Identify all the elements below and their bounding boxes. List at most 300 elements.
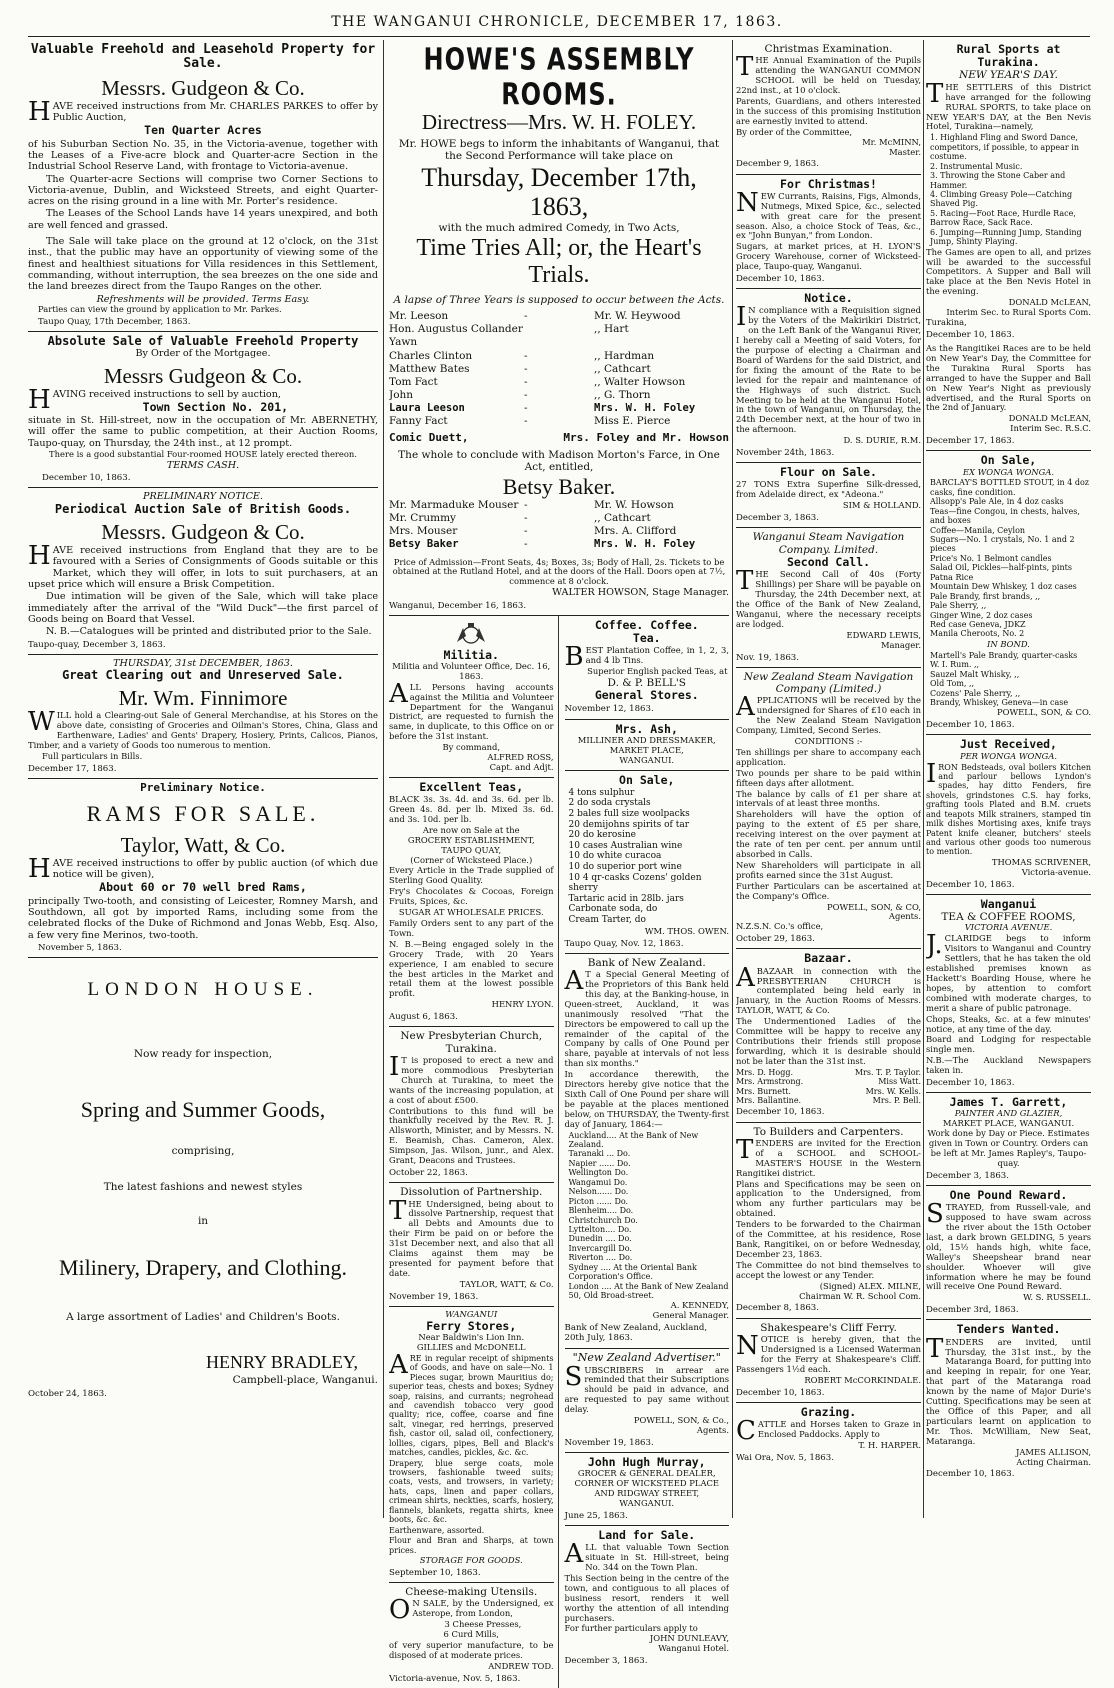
ad-date-line: Thursday, December 17th, 1863, bbox=[421, 162, 697, 222]
committee-member: Mrs. T. P. Taylor. bbox=[854, 1067, 921, 1077]
ad-name: EDWARD LEWIS, bbox=[846, 629, 921, 640]
ad-pretitle: THURSDAY, 31st DECEMBER, 1863. bbox=[113, 657, 293, 669]
cast-role: Fanny Fact bbox=[389, 415, 448, 428]
ad-name: WM. THOS. OWEN. bbox=[644, 925, 729, 936]
cast-actor: ,, Cathcart bbox=[594, 362, 651, 375]
ad-text: WANGANUI. bbox=[619, 754, 675, 765]
committee-member: Mrs. P. Bell. bbox=[872, 1096, 921, 1105]
list-item: Riverton .... Do. bbox=[568, 1253, 633, 1263]
ad-text: J.CLARIDGE begs to inform Visitors to Wanganui and Country Settlers, that he has taken the old established premises known as Hackett's Boarding House, where he hopes, by attention to comfort combined with moderate charges, to merit a share of public patronage. bbox=[926, 930, 1091, 1013]
ad-text: This Section being in the centre of the town, and contiguous to all places of business resort, renders it well worthy the attention of all intending purchasers. bbox=[564, 1572, 729, 1623]
ad-bank-nz bbox=[565, 954, 730, 1349]
list-item: Pale Brandy, first brands, ,, bbox=[930, 591, 1041, 601]
ad-date: December 10, 1863. bbox=[42, 473, 131, 484]
ad-rural-sports bbox=[926, 40, 1091, 451]
ad-text: MILLINER AND DRESSMAKER, bbox=[577, 734, 716, 745]
ad-date: December 3, 1863. bbox=[926, 1170, 1009, 1181]
ad-text: Near Baldwin's Lion Inn. bbox=[418, 1331, 525, 1342]
ad-cliff-ferry bbox=[736, 1319, 921, 1403]
ad-text: BEST Plantation Coffee, in 1, 2, 3, and 4 lb Tins. bbox=[564, 642, 729, 673]
ad-british-goods bbox=[28, 488, 378, 654]
ad-text: N.B.—The Auckland Newspapers taken in. bbox=[926, 1055, 1091, 1076]
ad-title: Wanganui bbox=[980, 896, 1037, 911]
ad-text: Fry's Chocolates & Cocoas, Foreign Fruits, Spices, &c. bbox=[389, 886, 554, 907]
list-item: Invercargill Do. bbox=[568, 1243, 632, 1253]
bond-list bbox=[930, 651, 1091, 708]
ad-name: DONALD McLEAN, bbox=[1008, 413, 1091, 424]
list-item: 3. Throwing the Stone Caber and Hammer. bbox=[930, 171, 1066, 190]
ad-date: December 3rd, 1863. bbox=[926, 1305, 1019, 1316]
ad-text: As the Rangitikei Races are to be held on New Year's Day, the Committee for the Turakina Rural Sports has arranged to have the Supper and Ball on New Year's Night as previously advertised, and the Rural Sports on the 2nd of January. bbox=[926, 342, 1091, 413]
ad-notice bbox=[736, 289, 921, 463]
ad-text: TENDERS are invited, until Thursday, the 31st inst., by the Mataranga Board, for putting into and keeping in repair, for one Year, that part of the Mataranga road known by the name of Major Durie's Cutting. Specifications may be seen at the Office of this Paper, and all particulars learnt on application to Mr. Thos. McWilliam, New Seat, Mataranga. bbox=[926, 1333, 1091, 1446]
ad-subtitle: Town Section No. 201, bbox=[142, 399, 289, 414]
ad-firm: Messrs Gudgeon & Co. bbox=[103, 363, 303, 388]
ad-nz-advertiser bbox=[565, 1349, 730, 1453]
list-item: Sugars—No. 1 crystals, No. 1 and 2 pieces bbox=[930, 535, 1075, 554]
ad-title: HOWE'S ASSEMBLY ROOMS. bbox=[423, 41, 695, 113]
ad-place: Wanganui Hotel. bbox=[658, 1643, 729, 1654]
ad-grazing bbox=[736, 1403, 921, 1467]
ad-text: Further Particulars can be ascertained at the Company's Office. bbox=[736, 880, 921, 901]
ad-garrett bbox=[926, 1093, 1091, 1186]
ad-tea-coffee-rooms bbox=[926, 895, 1091, 1093]
ad-ferry-stores bbox=[389, 1307, 554, 1583]
ad-title: Mrs. Ash, bbox=[615, 721, 678, 736]
cast-dash: - bbox=[524, 538, 528, 551]
cast-actor: Mr. W. Heywood bbox=[594, 310, 681, 323]
list-item: 1. Highland Fling and Sword Dance, competitors, if possible, to appear in costume. bbox=[930, 133, 1079, 162]
ad-text: The Committee do not bind themselves to accept the lowest or any Tender. bbox=[736, 1259, 921, 1280]
ad-bazaar bbox=[736, 949, 921, 1122]
committee-row bbox=[736, 1077, 921, 1086]
list-item: Teas—fine Congou, in chests, halves, and boxes bbox=[930, 506, 1080, 526]
ad-title: Ferry Stores, bbox=[426, 1318, 517, 1333]
list-item: Price's No. 1 Belmont candles bbox=[930, 553, 1052, 563]
duet-performers: Mrs. Foley and Mr. Howson bbox=[563, 431, 729, 445]
list-item: Coffee—Manila, Ceylon bbox=[930, 525, 1026, 535]
ad-text: Tenders to be forwarded to the Chairman of the Committee, at his residence, Rose Bank, Rangitikei, on or before Wednesday, December 23, 1863. bbox=[736, 1219, 921, 1259]
ad-date: November 12, 1863. bbox=[564, 704, 654, 715]
list-item: 2 do soda crystals bbox=[568, 798, 651, 809]
cast-actor: ,, G. Thorn bbox=[594, 388, 651, 401]
committee-member: Miss Watt. bbox=[878, 1077, 921, 1087]
cast-actor: Mr. W. Howson bbox=[594, 499, 674, 512]
committee-list bbox=[736, 1068, 921, 1106]
ad-name: POWELL, SON, & Co., bbox=[633, 1415, 729, 1426]
ad-title: Shakespeare's Cliff Ferry. bbox=[760, 1321, 897, 1334]
ad-date: December 3, 1863. bbox=[564, 1656, 648, 1667]
ad-by: By command, bbox=[442, 742, 501, 753]
ad-text: APPLICATIONS will be received by the undersigned for Shares of £10 each in the New Zealand Steam Navigation Company, Limited, Second Series. bbox=[736, 692, 921, 736]
ad-absolute-sale bbox=[28, 332, 378, 488]
list-item: 4. Climbing Greasy Pole—Catching Shaved Pig. bbox=[930, 189, 1073, 209]
ad-title: Land for Sale. bbox=[598, 1528, 696, 1543]
ad-subtitle: NEW YEAR'S DAY. bbox=[959, 69, 1058, 82]
ad-subtitle: About 60 or 70 well bred Rams, bbox=[99, 880, 307, 895]
cast-actor: ,, Walter Howson bbox=[594, 375, 686, 388]
ad-for-christmas bbox=[736, 175, 921, 290]
ad-date: June 25, 1863. bbox=[564, 1510, 628, 1521]
ad-name: Mr. McMINN, bbox=[862, 136, 921, 147]
ad-terms: TERMS CASH. bbox=[166, 460, 240, 472]
list-item: Lyttelton.... Do. bbox=[568, 1224, 632, 1234]
ad-text: 6 Curd Mills, bbox=[443, 1629, 499, 1640]
ad-text: Plans and Specifications may be seen on application to the Undersigned, from whom any further particulars may be obtained. bbox=[736, 1178, 921, 1219]
list-item: 20 demijohns spirits of tar bbox=[568, 819, 690, 830]
cast-role: Tom Fact bbox=[389, 375, 438, 388]
ad-text: THE Undersigned, being about to dissolve Partnership, request that all Debts and Amounts due to their Firm be paid on or before the 31st December next, and also that all Claims against them may be presented for payment before that date. bbox=[389, 1195, 554, 1278]
committee-row bbox=[736, 1087, 921, 1096]
ad-text: 27 TONS Extra Superfine Silk-dressed, from Adelaide direct, ex "Adeona." bbox=[736, 479, 921, 500]
column-4 bbox=[926, 40, 1091, 1484]
ad-name: A. KENNEDY, bbox=[670, 1300, 729, 1311]
duet-label: Comic Duett, bbox=[389, 431, 469, 445]
ad-text: Mr. HOWE begs to inform the inhabitants of Wanganui, that the Second Performance will take place on bbox=[398, 137, 720, 163]
list-item: 2 bales full size woolpacks bbox=[568, 808, 690, 819]
ad-firm: Taylor, Watt, & Co. bbox=[120, 832, 286, 857]
list-item: 5. Racing—Foot Race, Hurdle Race, Barrow Race, Sack Race. bbox=[930, 208, 1076, 228]
ad-subtitle: PAINTER AND GLAZIER, bbox=[954, 1108, 1063, 1119]
list-item: London .... At the Bank of New Zealand 50, Old Broad-street. bbox=[568, 1281, 729, 1301]
ad-text: Due intimation will be given of the Sale, which will take place immediately after the arrival of the "Wild Duck"—the first parcel of Goods being on Board that Vessel. bbox=[28, 591, 378, 625]
list-item: Mountain Dew Whiskey, 1 doz cases bbox=[930, 582, 1077, 592]
ad-title: Absolute Sale of Valuable Freehold Property bbox=[47, 334, 359, 348]
ad-title: Bazaar. bbox=[804, 951, 853, 966]
ad-place: Victoria-avenue. bbox=[1021, 866, 1091, 877]
cast-dash: - bbox=[524, 388, 528, 401]
ad-title: Coffee. Coffee. bbox=[594, 617, 699, 632]
ad-title: RAMS FOR SALE. bbox=[86, 800, 320, 826]
cast-actor: Mrs. W. H. Foley bbox=[594, 538, 696, 551]
cast-role: Mrs. Mouser bbox=[389, 525, 458, 538]
ad-date: November 24th, 1863. bbox=[736, 448, 835, 459]
ad-text: N. B.—Being engaged solely in the Grocery Trade, with 20 Years experience, I am enabled to secure the best articles in the Market and retail them at the lowest possible profit. bbox=[389, 938, 554, 999]
ad-text: New Shareholders will participate in all profits earned since the 31st August. bbox=[736, 859, 921, 880]
ad-text: in bbox=[197, 1215, 209, 1228]
ad-date: December 8, 1863. bbox=[736, 1303, 819, 1314]
committee-member: Mrs. Burnett. bbox=[736, 1086, 791, 1096]
committee-member: Mrs. D. Hogg. bbox=[736, 1067, 793, 1077]
list-item: 2. Instrumental Music. bbox=[930, 161, 1023, 171]
ad-text: BLACK 3s. 3s. 4d. and 3s. 6d. per lb. Green 4s. 8d. per lb. Mixed 3s. 6d. and 3s. 10d. per lb. bbox=[389, 794, 554, 824]
ad-text: N. B.—Catalogues will be printed and distributed prior to the Sale. bbox=[46, 626, 372, 638]
ad-builders bbox=[736, 1123, 921, 1319]
list-item: Allsopp's Pale Ale, in 4 doz casks bbox=[930, 497, 1064, 507]
ad-title: Notice. bbox=[804, 291, 853, 306]
ad-text: CONDITIONS :- bbox=[794, 736, 863, 747]
ad-text: Superior English packed Teas, at bbox=[587, 665, 728, 676]
ad-text: Family Orders sent to any part of the Town. bbox=[389, 918, 554, 938]
ad-clearing-sale bbox=[28, 655, 378, 779]
ad-title: Great Clearing out and Unreserved Sale. bbox=[62, 668, 344, 683]
ad-name: HENRY BRADLEY, bbox=[205, 1352, 358, 1373]
list-item: Napier ...... Do. bbox=[568, 1158, 631, 1168]
ad-text: The Quarter-acre Sections will comprise two Corner Sections to Victoria-avenue, Dublin, and Wicksteed Streets, and eight Quarter-acres on the rising ground in a line with Mr. Porter's residence. bbox=[28, 173, 378, 208]
ad-name: DONALD McLEAN, bbox=[1008, 297, 1091, 308]
ad-text: NOTICE is hereby given, that the Undersigned is a Licensed Waterman for the Ferry at Shakespeare's Cliff. Passengers 1½d each. bbox=[736, 1330, 921, 1374]
ad-text: ARE in regular receipt of shipments of Goods, and have on sale—No. 1 Pieces sugar, brown Mauritius do; superior teas, chests and boxes; Sydney soap, raisins, and currants; negrohead and cavendish tobacco very good quality; rice, coffee, coarse and fine salt, vinegar, red herrings, preserved fish, castor oil, salad oil, confectionery, lollies, cigars, pipes, Bell and Black's matches, candles, pickles, &c. &c. bbox=[389, 1349, 554, 1458]
cast-actor: ,, Cathcart bbox=[594, 512, 651, 525]
ad-excellent-teas bbox=[389, 778, 554, 1027]
sale-list bbox=[569, 788, 730, 926]
ad-title: Tea. bbox=[632, 630, 661, 645]
column-2 bbox=[389, 40, 729, 1688]
ad-subtitle: PER WONGA WONGA. bbox=[959, 750, 1058, 761]
ad-name: SIM & HOLLAND. bbox=[842, 500, 921, 511]
ad-firm: GILLIES and McDONELL bbox=[416, 1341, 526, 1352]
ad-name: D. S. DURIE, R.M. bbox=[843, 435, 921, 446]
column-2-right bbox=[565, 616, 730, 1688]
ad-rank: Interim Sec. R.S.C. bbox=[1010, 423, 1091, 434]
list-item: Taranaki ... Do. bbox=[568, 1149, 631, 1159]
ad-text: The Games are open to all, and prizes will be awarded to the successful Competitors. A Supper and Ball will take place at the Ben Nevis Hotel in the evening. bbox=[926, 246, 1091, 297]
ad-name: (Signed) ALEX. MILNE, bbox=[819, 1280, 921, 1291]
ad-text: THE Second Call of 40s (Forty Shillings) per Share will be payable on Thursday, the 24th December next, at the Office of the Bank of New Zealand, Wanganui, where the necessary receipts are lodged. bbox=[736, 566, 921, 629]
committee-member: Mrs. W. Kells. bbox=[865, 1086, 921, 1096]
ad-text: HAVE received instructions from England that they are to be favoured with a Series of Consignments of Goods suitable or this Market, which they will offer, in lots to suit purchasers, at an upset price which will ensure a Brisk Competition. bbox=[28, 541, 378, 591]
ad-text: CORNER OF WICKSTEED PLACE AND RIDGWAY STREET, bbox=[574, 1478, 720, 1499]
list-item: Brandy, Whiskey, Geneva—in case bbox=[930, 697, 1069, 707]
cast-role: Mr. Marmaduke Mouser bbox=[389, 499, 519, 512]
ad-date: December 10, 1863. bbox=[926, 720, 1015, 731]
cast-actor: Mrs. W. H. Foley bbox=[594, 402, 696, 415]
column-divider bbox=[732, 40, 733, 1518]
ad-text: THE SETTLERS of this District have arranged for the following RURAL SPORTS, to take place on NEW YEAR'S DAY, at the Ben Nevis Hotel, Turakina—namely, bbox=[926, 78, 1091, 132]
ad-name: JOHN DUNLEAVY, bbox=[649, 1633, 729, 1644]
ad-title: Flour on Sale. bbox=[780, 465, 877, 480]
ad-john-murray bbox=[565, 1453, 730, 1526]
list-item: Martell's Pale Brandy, quarter-casks bbox=[930, 650, 1078, 660]
ad-firm: Mr. Wm. Finnimore bbox=[118, 686, 288, 711]
cast-role: Betsy Baker bbox=[389, 538, 459, 551]
ad-text: CATTLE and Horses taken to Graze in Enclosed Paddocks. Apply to bbox=[736, 1415, 921, 1446]
ad-date: December 10, 1863. bbox=[736, 1387, 825, 1398]
cast-dash: - bbox=[524, 362, 528, 375]
cast-actor: ,, Hart bbox=[594, 323, 629, 336]
ad-title: Grazing. bbox=[800, 1404, 857, 1419]
list-item: W. I. Rum. ,, bbox=[930, 660, 980, 670]
column-divider bbox=[923, 40, 924, 1518]
ad-title: Just Received, bbox=[960, 737, 1057, 752]
ad-date: November 19, 1863. bbox=[389, 1291, 479, 1302]
ad-date: Nov. 19, 1863. bbox=[736, 652, 799, 663]
list-item: Sydney .... At the Oriental Bank Corporation's Office. bbox=[568, 1262, 697, 1282]
ad-text: TENDERS are invited for the Erection of a SCHOOL and SCHOOL-MASTER'S HOUSE in the Western Rangitikei district. bbox=[736, 1134, 921, 1178]
list-item: Patna Rice bbox=[930, 572, 974, 582]
ad-office: Militia and Volunteer Office, Dec. 16, 1863. bbox=[392, 660, 551, 681]
list-item: Old Tom, ,, bbox=[930, 679, 975, 689]
ad-date: Taupo Quay, Nov. 12, 1863. bbox=[564, 938, 684, 949]
list-item: Carbonate soda, do bbox=[568, 904, 658, 915]
ad-title: James T. Garrett, bbox=[949, 1095, 1068, 1110]
ad-date: November 5, 1863. bbox=[38, 942, 122, 953]
ad-firm: D. & P. BELL'S bbox=[607, 676, 686, 689]
ad-title: New Presbyterian Church, Turakina. bbox=[400, 1030, 543, 1055]
ad-text: MARKET PLACE, bbox=[609, 744, 684, 755]
ad-date: December 9, 1863. bbox=[736, 159, 819, 170]
ad-text: The whole to conclude with Madison Morton's Farce, in One Act, entitled, bbox=[398, 449, 720, 474]
list-item: Picton ...... Do. bbox=[568, 1196, 629, 1206]
ad-text: STRAYED, from Russell-vale, and supposed to have swam across the river about the 15th October last, a dark brown GELDING, 5 years old, 15½ hands high, white face, Walley's Sheepshear brand near shoulder. Whoever will give information where he may be found will receive One Pound Reward. bbox=[926, 1199, 1091, 1292]
ad-just-received bbox=[926, 735, 1091, 894]
ad-text: Earthenware, assorted. bbox=[389, 1525, 485, 1535]
ad-text: THE Annual Examination of the Pupils attending the WANGANUI COMMON SCHOOL will be held on Tuesday, 22nd inst., at 10 o'clock. bbox=[736, 52, 921, 96]
ad-on-sale bbox=[565, 771, 730, 954]
ad-text: The Undermentioned Ladies of the Committee will be happy to receive any Contributions their friends still propose forwarding, which it is desirable should not be later than the 31st inst. bbox=[736, 1016, 921, 1066]
masthead: THE WANGANUI CHRONICLE, DECEMBER 17, 1863. bbox=[331, 14, 783, 30]
ad-text: Two pounds per share to be paid within fifteen days after allotment. bbox=[736, 767, 921, 788]
ad-rank: General Manager. bbox=[652, 1310, 729, 1321]
ad-date: December 10, 1863. bbox=[926, 1469, 1015, 1480]
ad-play: Time Tries All; or, the Heart's Trials. bbox=[416, 234, 702, 289]
list-item: Cream Tarter, do bbox=[568, 915, 646, 926]
cast-role: Mr. Crummy bbox=[389, 512, 456, 525]
ad-date: Bank of New Zealand, Auckland, 20th July, 1863. bbox=[564, 1323, 708, 1344]
ad-rank: Manager. bbox=[880, 639, 921, 650]
ad-pretitle: PRELIMINARY NOTICE. bbox=[143, 491, 263, 503]
ad-text: 3 Cheese Presses, bbox=[444, 1619, 522, 1630]
ad-rank: Interim Sec. to Rural Sports Com. bbox=[946, 307, 1091, 318]
ad-text: with the much admired Comedy, in Two Acts, bbox=[438, 222, 680, 235]
list-item: Wellington Do. bbox=[568, 1168, 629, 1178]
ad-date: December 10, 1863. bbox=[926, 1078, 1015, 1089]
ad-name: POWELL, SON, & CO, bbox=[827, 901, 921, 912]
ad-text: IT is proposed to erect a new and more commodious Presbyterian Church at Turakina, to meet the wants of the increasing population, at a cost of about £500. bbox=[389, 1052, 554, 1105]
ad-text: Chops, Steaks, &c. at a few minutes' notice, at any time of the day. bbox=[926, 1013, 1091, 1034]
ad-title: Periodical Auction Sale of British Goods. bbox=[54, 501, 352, 516]
cast-role: Hon. Augustus Collander Yawn bbox=[389, 323, 523, 349]
committee-row bbox=[736, 1068, 921, 1077]
ad-rank: Agents. bbox=[696, 1424, 729, 1435]
ad-place: MARKET PLACE, WANGANUI. bbox=[942, 1118, 1075, 1129]
cast-role: John bbox=[389, 388, 414, 401]
cast-dash: - bbox=[524, 499, 528, 512]
royal-crest-icon bbox=[454, 622, 488, 646]
sports-list bbox=[930, 133, 1091, 246]
cast-dash: - bbox=[524, 310, 528, 323]
ad-mrs-ash bbox=[565, 720, 730, 771]
ad-text: situate in St. Hill-street, now in the occupation of Mr. ABERNETHY, will offer the same to public competition, at their Auction Rooms, Taupo-quay, on Thursday, the 24th inst., at 12 prompt. bbox=[28, 415, 378, 449]
cast-list bbox=[389, 310, 729, 428]
ad-text: of his Suburban Section No. 35, in the Victoria-avenue, together with the Leases of a Five-acre block and Quarter-acre Section in the Industrial School Reserve Land, with frontage to Victoria-avenue. bbox=[28, 138, 378, 173]
ad-text: GROCERY ESTABLISHMENT, bbox=[407, 834, 535, 845]
ad-name: ANDREW TOD. bbox=[488, 1660, 554, 1671]
column-2-split bbox=[389, 616, 729, 1688]
list-item: Pale Sherry, ,, bbox=[930, 601, 987, 611]
cast-role: Charles Clinton bbox=[389, 349, 473, 362]
ad-text: IN compliance with a Requisition signed by the Voters of the Makirikiri District, on the Left Bank of the Wanganui River, I hereby call a Meeting of said Voters, for the purpose of electing a Chairman and Board of Wardens for the said District, and for fixing the amount of the Rate to be levied for the repair and maintenance of the Highways of such district. Such Meeting to be held at the Wanganui Hotel, in the town of Wanganui, on Thursday, the 24th December next, at the hour of two in the afternoon. bbox=[736, 302, 921, 435]
ad-name: HENRY LYON. bbox=[491, 999, 554, 1010]
list-item: Sauzel Malt Whisky, ,, bbox=[930, 669, 1020, 679]
list-item: 10 do white curacoa bbox=[568, 851, 662, 862]
ad-farce: Betsy Baker. bbox=[502, 473, 616, 499]
ad-text: NEW Currants, Raisins, Figs, Almonds, Nutmegs, Mixed Spice, &c., selected with great care for the present season. Also, a choice Stock of Teas, &c., ex "John Bunyan," from London. bbox=[736, 187, 921, 241]
ad-text: Spring and Summer Goods, bbox=[80, 1096, 326, 1122]
list-item: Wangamui Do. bbox=[568, 1177, 628, 1187]
list-item: Auckland.... At the Bank of New Zealand. bbox=[568, 1130, 699, 1150]
ad-pretitle: WANGANUI bbox=[445, 1308, 498, 1319]
ad-nz-steam bbox=[736, 668, 921, 950]
ad-name: THOMAS SCRIVENER, bbox=[991, 856, 1091, 867]
ad-date: October 24, 1863. bbox=[28, 1388, 107, 1399]
ad-subtitle: Second Call. bbox=[786, 555, 871, 570]
cast-list bbox=[389, 499, 729, 552]
ad-text: Work done by Day or Piece. Estimates given in Town or Country. Orders can be left at Mr. James Rapley's, Taupo-quay. bbox=[927, 1128, 1090, 1168]
ad-title: On Sale, bbox=[619, 772, 675, 787]
ad-title: Excellent Teas, bbox=[419, 779, 524, 794]
cast-role: Mr. Leeson bbox=[389, 310, 449, 323]
ad-dissolution bbox=[389, 1183, 554, 1307]
ad-text: Contributions to this fund will be thankfully received by the Rev. R. J. Allsworth, Minister, and by Messrs. N. E. Beamish, Chas. Cameron, Alex. Simpson, Jas. Wilson, junr., and Alex. Grant, Deacons and Trustees. bbox=[389, 1105, 554, 1166]
ad-manager: WALTER HOWSON, Stage Manager. bbox=[552, 587, 729, 599]
ad-title: On Sale, bbox=[980, 453, 1037, 468]
ad-place: Campbell-place, Wanganui. bbox=[232, 1373, 378, 1386]
ad-title: Valuable Freehold and Leasehold Property for Sale. bbox=[30, 42, 376, 72]
ad-by: By Order of the Mortgagee. bbox=[135, 348, 271, 360]
ad-text: ALL Persons having accounts against the Militia and Volunteer Department for the Wanganui District, are requested to furnish the same, in duplicate, to this Office on or before the 31st instant. bbox=[389, 678, 554, 742]
ad-text: Now ready for inspection, bbox=[133, 1047, 273, 1060]
list-item: Blenheim.... Do. bbox=[568, 1206, 634, 1216]
ad-text: There is a good substantial Four-roomed HOUSE lately erected thereon. bbox=[49, 449, 357, 460]
list-item: Tartaric acid in 28lb. jars bbox=[568, 893, 684, 904]
ad-stores: General Stores. bbox=[594, 688, 699, 703]
list-item: Nelson...... Do. bbox=[568, 1187, 629, 1197]
ad-text: The Leases of the School Lands have 14 years unexpired, and both are well fenced and grassed. bbox=[28, 208, 378, 231]
ad-title: TEA & COFFEE ROOMS, bbox=[941, 911, 1076, 924]
ad-text: of very superior manufacture, to be disposed of at moderate prices. bbox=[389, 1640, 554, 1660]
ad-tenders-wanted bbox=[926, 1320, 1091, 1483]
list-item: Salad Oil, Pickles—half-pints, pints bbox=[930, 563, 1072, 573]
ad-text: HAVE received instructions from Mr. CHARLES PARKES to offer by Public Auction, bbox=[28, 96, 378, 127]
ad-title: Rural Sports at Turakina. bbox=[956, 42, 1061, 70]
ad-name: POWELL, SON, & CO. bbox=[997, 707, 1091, 718]
ad-subtitle: Directress—Mrs. W. H. FOLEY. bbox=[421, 109, 697, 134]
list-item: Cozens' Pale Sherry, ,, bbox=[930, 688, 1021, 698]
ad-text: Full particulars in Bills. bbox=[42, 751, 143, 762]
ad-text: Sugars, at market prices, at H. LYON'S Grocery Warehouse, corner of Wicksteed-place, Taupo-quay, Wanganui. bbox=[736, 241, 921, 272]
ad-pretitle: Preliminary Notice. bbox=[140, 781, 266, 795]
list-item: 20 do kerosine bbox=[568, 830, 636, 841]
ad-text: (Corner of Wicksteed Place.) bbox=[410, 854, 533, 865]
cast-actor: Miss E. Pierce bbox=[594, 415, 671, 428]
list-item: 6. Jumping—Running Jump, Standing Jump, Shinty Playing. bbox=[930, 227, 1082, 247]
ad-text: Every Article in the Trade supplied of Sterling Good Quality. bbox=[389, 865, 554, 886]
ad-subtitle: EX WONGA WONGA. bbox=[962, 466, 1055, 477]
ad-text: SUBSCRIBERS in arrear are reminded that their Subscriptions should be paid in advance, and are requested to pay same without delay. bbox=[564, 1361, 729, 1415]
ad-date: October 22, 1863. bbox=[389, 1168, 468, 1179]
masthead-rule bbox=[28, 36, 1090, 37]
cast-role: Matthew Bates bbox=[389, 362, 470, 375]
ad-cheese-utensils bbox=[389, 1583, 554, 1688]
ad-presbyterian-church bbox=[389, 1027, 554, 1183]
ad-militia bbox=[389, 616, 554, 778]
ad-date: December 3, 1863. bbox=[736, 513, 819, 524]
ad-lapse: A lapse of Three Years is supposed to occur between the Acts. bbox=[393, 293, 725, 306]
ad-rank: Acting Chairman. bbox=[1016, 1456, 1091, 1467]
ad-howes-assembly bbox=[389, 40, 729, 616]
ad-text: Shareholders will have the option of paying to the extent of £5 per share, receiving interest on the over payment at the rate of ten per cent. per annum until absorbed in Calls. bbox=[736, 809, 921, 860]
ad-on-sale-wonga bbox=[926, 451, 1091, 735]
ad-name: ALFRED ROSS, bbox=[487, 752, 554, 763]
column-2-left bbox=[389, 616, 559, 1688]
list-item: 10 cases Australian wine bbox=[568, 840, 683, 851]
ad-date: Taupo Quay, 17th December, 1863. bbox=[38, 316, 191, 327]
ad-title: Tenders Wanted. bbox=[956, 1322, 1061, 1337]
cast-dash: - bbox=[524, 525, 528, 538]
ad-title: To Builders and Carpenters. bbox=[753, 1125, 904, 1138]
ad-date: December 17, 1863. bbox=[28, 763, 117, 774]
